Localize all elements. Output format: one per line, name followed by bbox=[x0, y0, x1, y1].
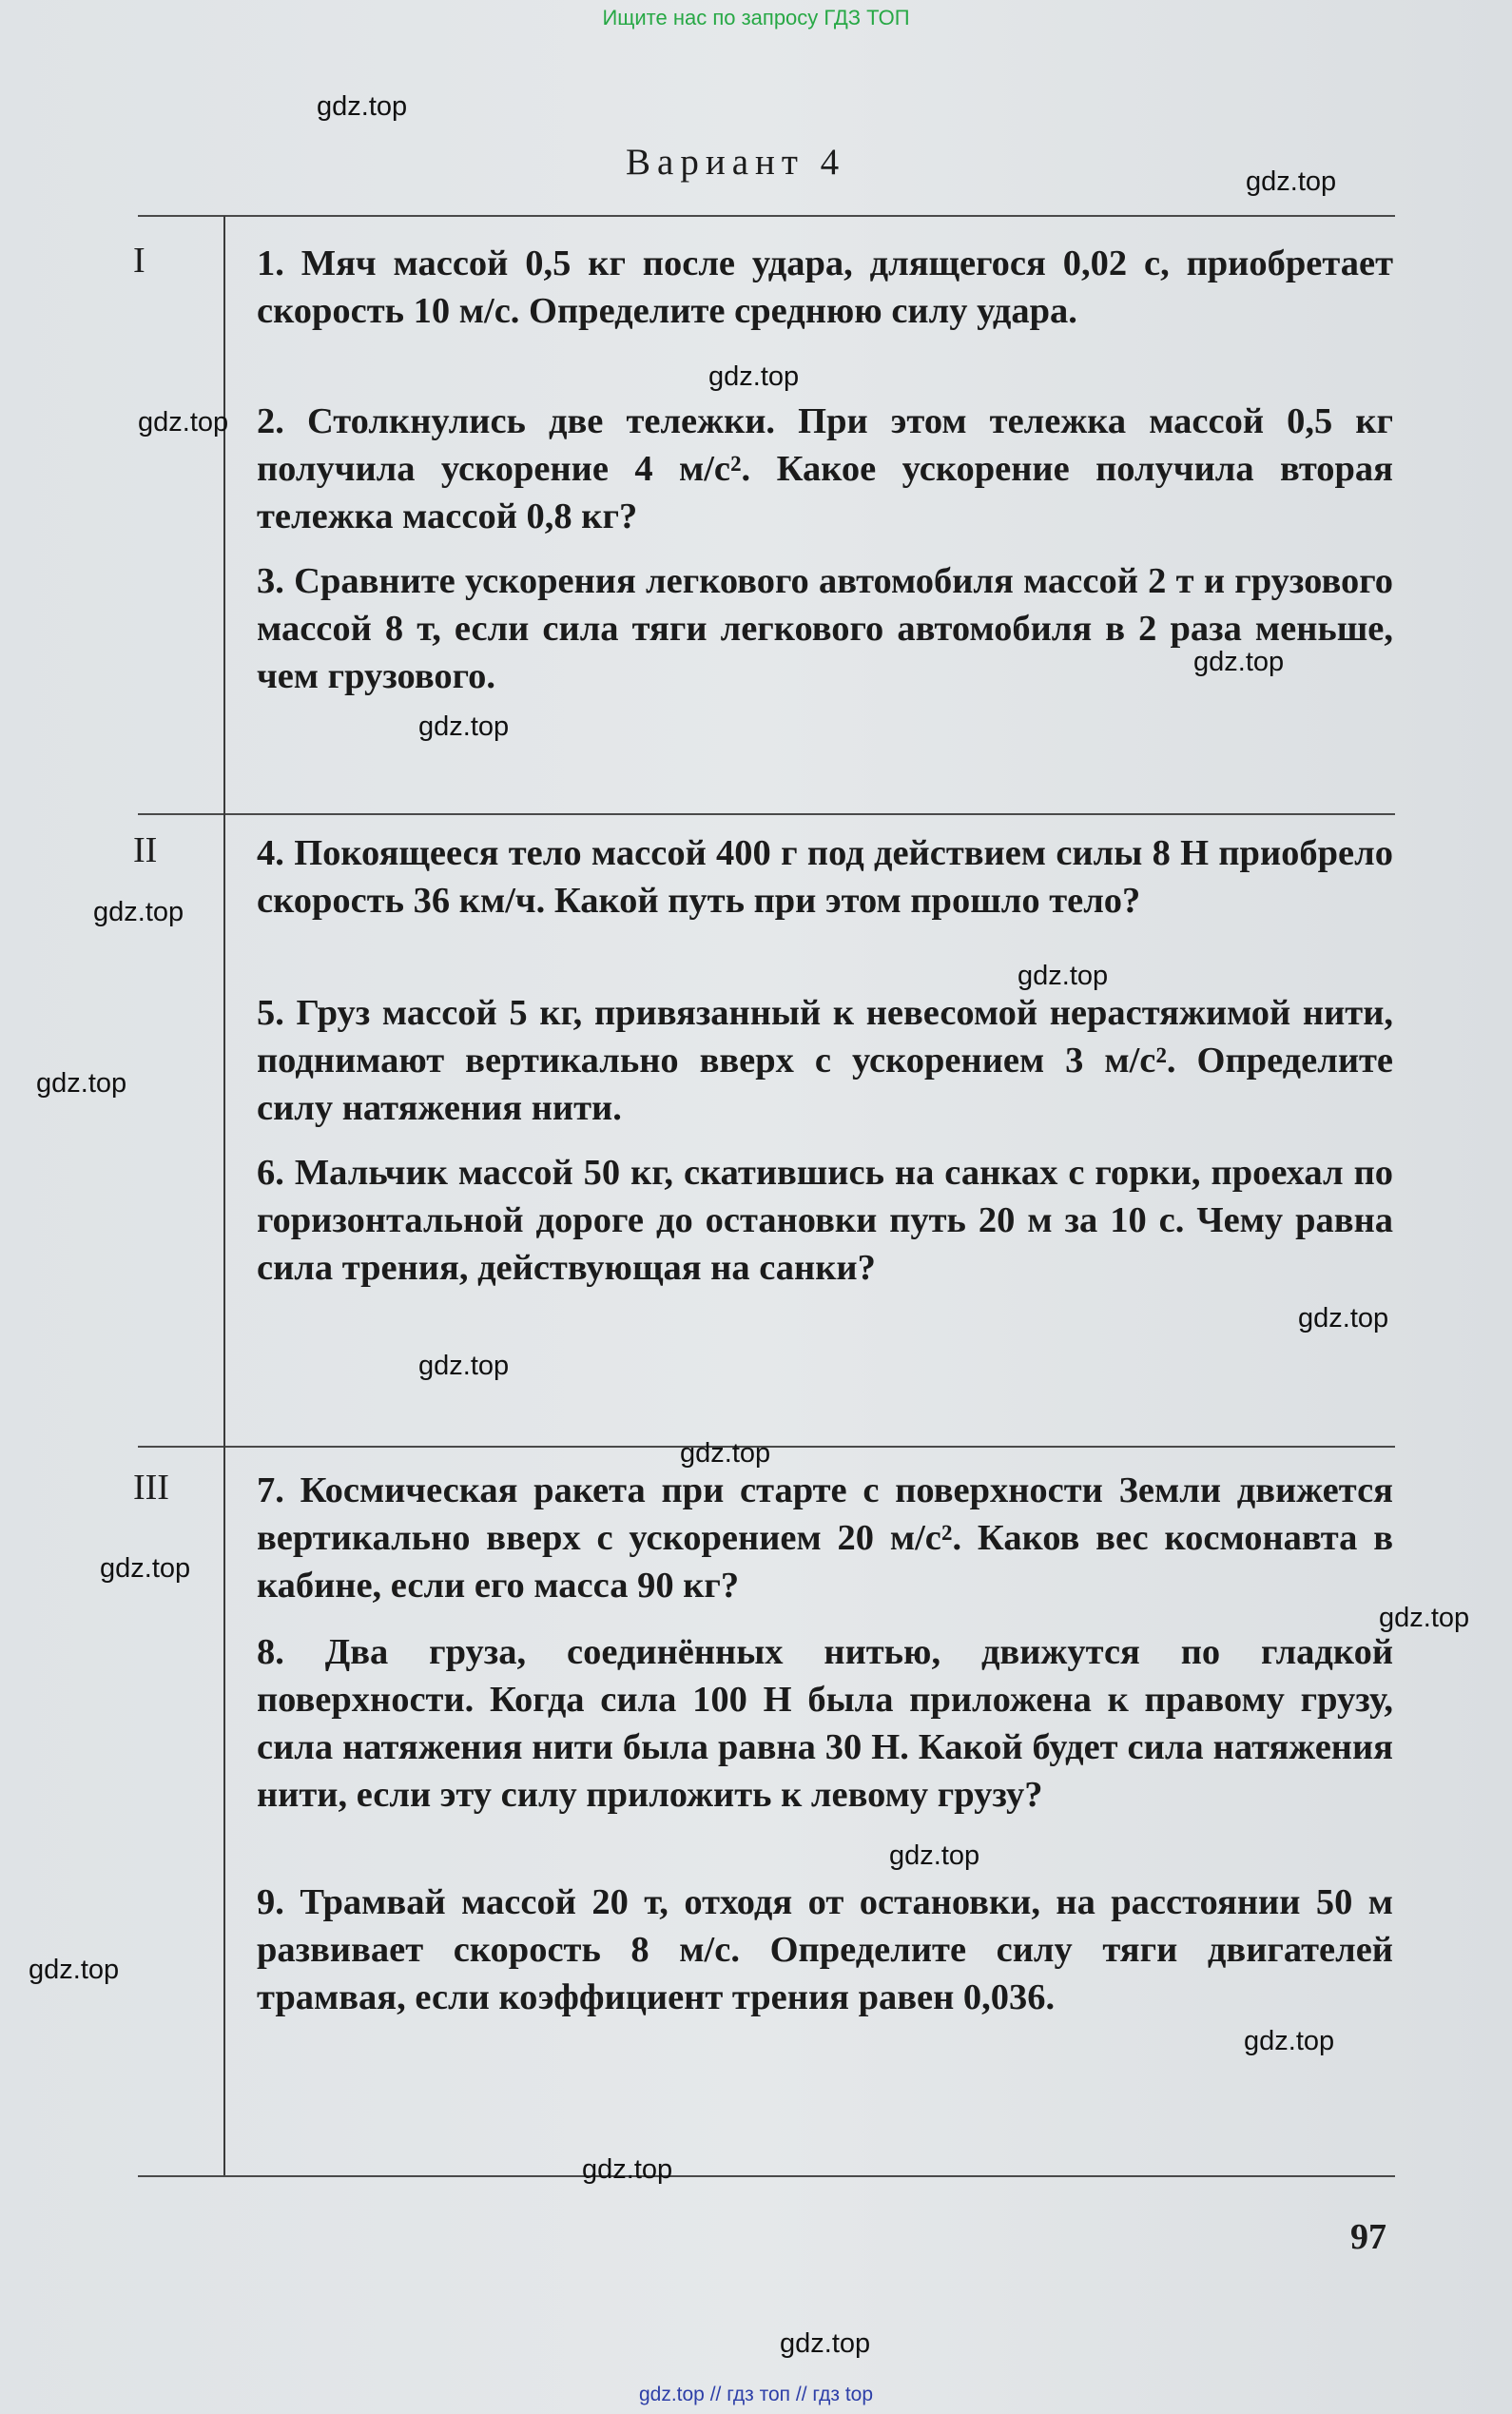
watermark: gdz.top bbox=[1193, 647, 1285, 677]
watermark: gdz.top bbox=[418, 711, 510, 742]
task-number: 7. bbox=[257, 1470, 284, 1510]
watermark: gdz.top bbox=[1246, 166, 1337, 197]
table-top-border bbox=[138, 215, 1395, 217]
task-1 bbox=[257, 240, 1393, 335]
watermark: gdz.top bbox=[1298, 1303, 1389, 1334]
task-number: 6. bbox=[257, 1153, 284, 1193]
bottom-links-banner[interactable]: gdz.top // гдз топ // гдз top bbox=[638, 2384, 874, 2405]
task-number: 9. bbox=[257, 1882, 284, 1922]
watermark: gdz.top bbox=[1018, 961, 1109, 991]
watermark: gdz.top bbox=[93, 897, 184, 927]
task-5 bbox=[257, 989, 1393, 1132]
watermark: gdz.top bbox=[1244, 2026, 1335, 2056]
task-text: Столкнулись две тележки. При этом тележка массой 0,5 кг получила ускорение 4 м/с². Какое ускорение получила вторая тележка массой 0,8 кг? bbox=[257, 401, 1394, 536]
task-number: 2. bbox=[257, 401, 284, 441]
task-text: Груз массой 5 кг, привязанный к невесомой нерастяжимой нити, поднимают вертикально вверх с ускорением 3 м/с². Определите силу натяжения нити. bbox=[257, 993, 1393, 1128]
task-3 bbox=[257, 557, 1393, 700]
watermark: gdz.top bbox=[36, 1068, 127, 1099]
task-8 bbox=[257, 1628, 1393, 1819]
task-number: 5. bbox=[257, 993, 284, 1033]
task-number: 8. bbox=[257, 1632, 284, 1672]
section-divider-1 bbox=[138, 813, 1395, 815]
task-text: Два груза, соединённых нитью, движутся по гладкой поверхности. Когда сила 100 Н была приложена к правому грузу, сила натяжения нити была равна 30 Н. Какой будет сила натяжения нити, если эту силу приложить к левому грузу? bbox=[257, 1632, 1393, 1815]
section-label-2: II bbox=[133, 830, 158, 870]
watermark: gdz.top bbox=[418, 1351, 510, 1381]
task-text: Сравните ускорения легкового автомобиля массой 2 т и грузового массой 8 т, если сила тяги легкового автомобиля в 2 раза меньше, чем грузового. bbox=[257, 561, 1394, 696]
task-number: 3. bbox=[257, 561, 284, 601]
section-label-3: III bbox=[133, 1468, 169, 1508]
table-bottom-border bbox=[138, 2175, 1395, 2177]
watermark: gdz.top bbox=[780, 2328, 871, 2359]
watermark: gdz.top bbox=[680, 1438, 771, 1469]
watermark: gdz.top bbox=[100, 1553, 191, 1584]
watermark: gdz.top bbox=[29, 1955, 120, 1985]
section-label-1: I bbox=[133, 241, 145, 281]
task-number: 4. bbox=[257, 833, 284, 873]
top-search-banner[interactable]: Ищите нас по запросу ГДЗ ТОП bbox=[602, 6, 910, 29]
watermark: gdz.top bbox=[582, 2154, 673, 2185]
watermark: gdz.top bbox=[317, 91, 408, 122]
watermark: gdz.top bbox=[708, 361, 800, 392]
task-text: Покоящееся тело массой 400 г под действием силы 8 Н приобрело скорость 36 км/ч. Какой путь при этом прошло тело? bbox=[257, 833, 1393, 921]
watermark: gdz.top bbox=[138, 407, 229, 438]
task-text: Мальчик массой 50 кг, скатившись на санках с горки, проехал по горизонтальной дороге до остановки путь 20 м за 10 с. Чему равна сила трения, действующая на санки? bbox=[257, 1153, 1394, 1288]
task-4 bbox=[257, 829, 1393, 925]
task-number: 1. bbox=[257, 243, 284, 283]
task-9 bbox=[257, 1879, 1393, 2021]
task-6 bbox=[257, 1149, 1393, 1292]
table-column-divider bbox=[223, 216, 225, 2175]
watermark: gdz.top bbox=[1379, 1603, 1470, 1633]
task-text: Космическая ракета при старте с поверхности Земли движется вертикально вверх с ускорением 20 м/с². Каков вес космонавта в кабине, если его масса 90 кг? bbox=[257, 1470, 1394, 1606]
watermark: gdz.top bbox=[889, 1840, 980, 1871]
task-text: Трамвай массой 20 т, отходя от остановки, на расстоянии 50 м развивает скорость 8 м/с. Определите силу тяги двигателей трамвая, если коэффициент трения равен 0,036. bbox=[257, 1882, 1393, 2017]
task-2 bbox=[257, 398, 1393, 540]
task-text: Мяч массой 0,5 кг после удара, длящегося 0,02 с, приобретает скорость 10 м/с. Определите среднюю силу удара. bbox=[257, 243, 1393, 331]
task-7 bbox=[257, 1467, 1393, 1609]
page-number: 97 bbox=[1350, 2217, 1386, 2257]
variant-title: Вариант 4 bbox=[626, 142, 846, 183]
